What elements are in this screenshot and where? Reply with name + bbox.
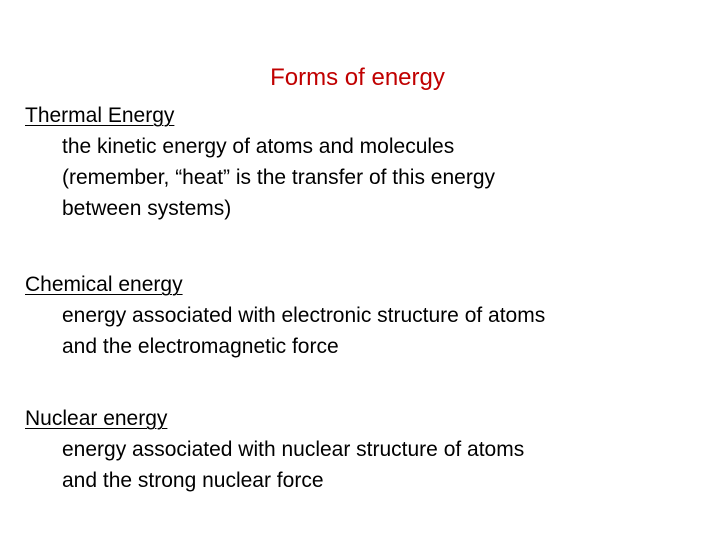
chemical-energy-description-line-2: and the electromagnetic force	[62, 335, 339, 358]
thermal-energy-description-line-2: (remember, “heat” is the transfer of this energy	[62, 166, 496, 189]
nuclear-energy-heading: Nuclear energy	[25, 407, 168, 430]
slide-title-container	[0, 62, 715, 94]
thermal-energy-heading: Thermal Energy	[25, 104, 175, 127]
nuclear-energy-description-line-1: energy associated with nuclear structure of atoms	[62, 438, 525, 461]
chemical-energy-description-line-1: energy associated with electronic structure of atoms	[62, 304, 546, 327]
chemical-energy-heading: Chemical energy	[25, 273, 183, 296]
nuclear-energy-section	[25, 403, 705, 496]
nuclear-energy-description-line-2: and the strong nuclear force	[62, 469, 324, 492]
thermal-energy-description-line-1: the kinetic energy of atoms and molecules	[62, 135, 455, 158]
thermal-energy-section	[25, 100, 705, 224]
thermal-energy-description-line-3: between systems)	[62, 197, 232, 220]
chemical-energy-section	[25, 269, 705, 362]
slide-title: Forms of energy	[270, 64, 445, 91]
